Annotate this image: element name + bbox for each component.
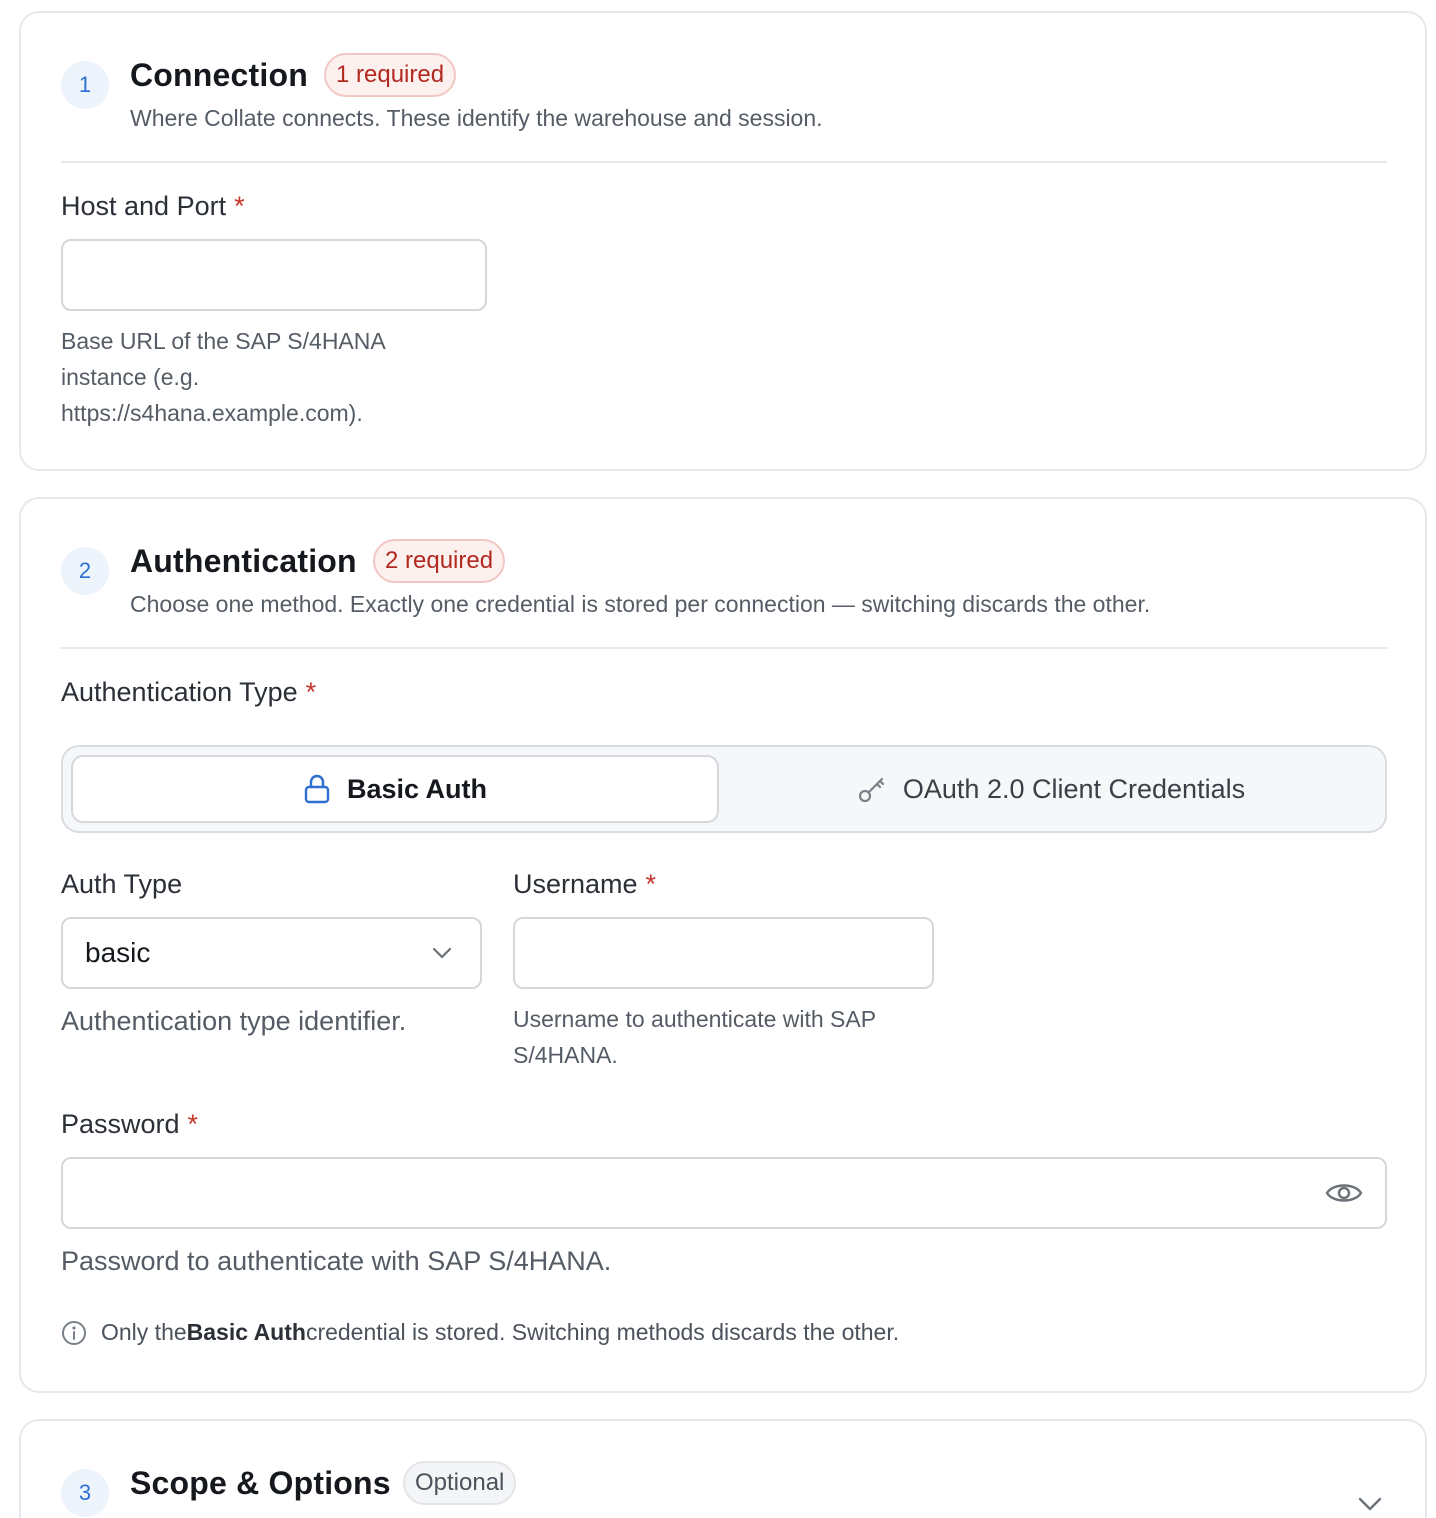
username-label: Username * — [513, 869, 657, 899]
host-port-help: Base URL of the SAP S/4HANA instance (e.g. https://s4hana.example.com). — [61, 328, 386, 426]
auth-type-help: Authentication type identifier. — [61, 1006, 407, 1036]
section-title: Scope & Options — [130, 1465, 391, 1501]
connection-section — [19, 11, 1427, 471]
password-help: Password to authenticate with SAP S/4HANA. — [61, 1246, 612, 1276]
authentication-section — [19, 497, 1427, 1393]
host-port-input[interactable] — [61, 239, 487, 311]
basic-auth-option[interactable]: Basic Auth — [71, 755, 719, 823]
required-asterisk: * — [305, 677, 317, 707]
divider — [61, 161, 1387, 163]
password-label: Password * — [61, 1109, 199, 1139]
auth-method-toggle — [61, 745, 1387, 833]
lock-icon — [303, 774, 331, 804]
chevron-down-icon — [431, 945, 453, 961]
authentication-type-label: Authentication Type * — [61, 677, 317, 707]
step-number: 1 — [61, 61, 109, 109]
section-title: Authentication — [130, 543, 357, 579]
oauth-client-credentials-option[interactable]: OAuth 2.0 Client Credentials — [719, 755, 1383, 823]
required-badge: 2 required — [373, 539, 505, 583]
section-subtitle: Where Collate connects. These identify the warehouse and session. — [130, 105, 823, 131]
eye-icon[interactable] — [1325, 1179, 1363, 1207]
required-asterisk: * — [187, 1109, 199, 1139]
step-number: 3 — [61, 1469, 109, 1517]
credential-info-note: Only the Basic Auth credential is stored. Switching methods discards the other. — [61, 1319, 899, 1346]
required-asterisk: * — [645, 869, 657, 899]
auth-type-label: Auth Type — [61, 869, 183, 899]
key-icon — [857, 774, 887, 804]
required-asterisk: * — [234, 191, 245, 221]
section-title: Connection — [130, 57, 308, 93]
auth-type-select[interactable] — [61, 917, 482, 989]
host-port-label: Host and Port * — [61, 191, 245, 221]
step-number: 2 — [61, 547, 109, 595]
divider — [61, 647, 1387, 649]
optional-badge: Optional — [403, 1461, 516, 1505]
required-badge: 1 required — [324, 53, 456, 97]
auth-type-value: basic — [85, 937, 151, 968]
username-help: Username to authenticate with SAP S/4HANA. — [513, 1006, 877, 1068]
section-subtitle: Choose one method. Exactly one credential is stored per connection — switching discards the other. — [130, 591, 1151, 617]
info-icon — [61, 1320, 87, 1346]
username-input[interactable] — [513, 917, 934, 989]
scope-options-section[interactable] — [19, 1419, 1427, 1518]
chevron-down-icon[interactable] — [1357, 1495, 1383, 1513]
password-field[interactable] — [61, 1157, 1387, 1229]
